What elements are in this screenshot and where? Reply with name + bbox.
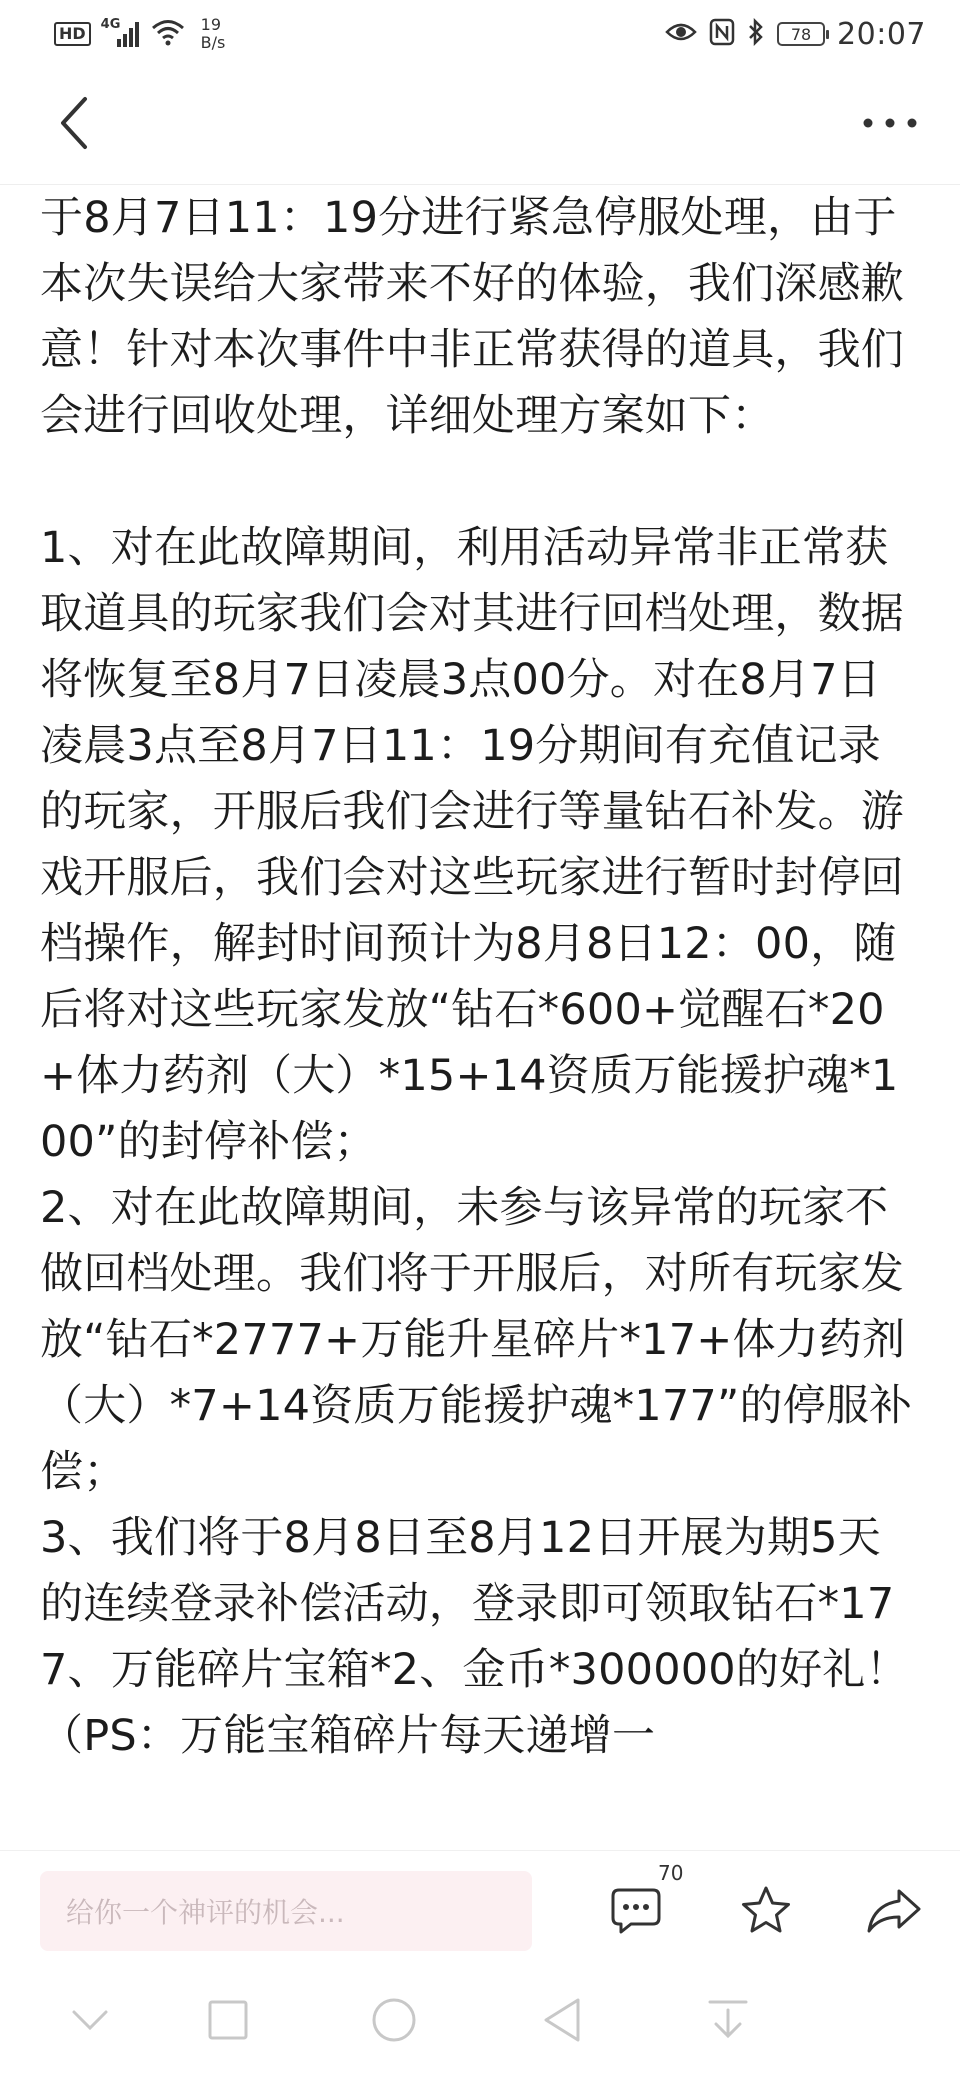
circle-icon [370,1996,418,2044]
status-right [665,12,926,56]
signal-icon [101,19,141,49]
bluetooth-icon [747,18,765,50]
sys-home-button[interactable] [362,1988,426,2052]
share-button[interactable] [856,1873,932,1949]
hd-badge: HD [54,22,91,46]
comment-placeholder: 给你一个神评的机会... [66,1896,345,1929]
download-icon [706,1996,750,2044]
status-left [54,12,225,56]
battery-icon [777,22,825,46]
top-nav-bar [0,66,960,185]
battery-level: 78 [790,24,812,44]
comment-input[interactable] [40,1871,532,1951]
eye-icon [665,21,697,47]
status-bar [0,0,960,66]
article-paragraph-intro: 于8月7日11：19分进行紧急停服处理，由于本次失误给大家带来不好的体验，我们深感歉意！针对本次事件中非正常获得的道具，我们会进行回收处理，详细处理方案如下： [40,193,904,441]
network-speed [201,16,226,52]
speed-value: 19 [200,15,222,34]
article-paragraph-3: 3、我们将于8月8日至8月12日开展为期5天的连续登录补偿活动，登录即可领取钻石*177、万能碎片宝箱*2、金币*300000的好礼！（PS：万能宝箱碎片每天递增一 [40,1513,909,1761]
favorite-button[interactable] [728,1873,804,1949]
share-icon [865,1887,923,1935]
article-body [40,185,920,1769]
article-paragraph-2: 2、对在此故障期间，未参与该异常的玩家不做回档处理。我们将于开服后，对所有玩家发放“钻石*2777+万能升星碎片*17+体力药剂（大）*7+14资质万能援护魂*177”的停服补偿； [40,1183,913,1497]
sys-recents-button[interactable] [196,1988,260,2052]
sys-back-button[interactable] [530,1988,594,2052]
comment-bar [0,1850,960,1961]
paragraph-gap [40,449,920,515]
comment-icon [609,1886,663,1936]
article-content[interactable] [0,185,960,1850]
article-paragraph-1: 1、对在此故障期间，利用活动异常非正常获取道具的玩家我们会对其进行回档处理，数据将恢复至8月7日凌晨3点00分。对在8月7日凌晨3点至8月7日11：19分期间有充值记录的玩家，开服后我们会进行等量钻石补发。游戏开服后，我们会对这些玩家进行暂时封停回档操作，解封时间预计为8月8日12：00，随后将对这些玩家发放“钻石*600+觉醒石*20+体力药剂（大）*15+14资质万能援护魂*100”的封停补偿； [40,523,904,1167]
chevron-left-icon [55,93,95,153]
comment-count: 70 [658,1861,684,1885]
speed-unit: B/s [200,33,226,52]
status-time: 20:07 [837,16,926,52]
back-button[interactable] [40,88,110,158]
sys-notification-button[interactable] [696,1988,760,2052]
wifi-icon [151,18,185,50]
more-horizontal-icon [860,115,920,131]
sys-collapse-button[interactable] [58,1988,122,2052]
more-options-button[interactable] [850,88,930,158]
star-icon [738,1884,794,1938]
triangle-back-icon [540,1996,584,2044]
network-label: 4G [100,17,121,32]
chevron-down-icon [70,2008,110,2032]
square-icon [207,1999,249,2041]
nfc-icon [709,18,735,50]
system-nav-bar [0,1960,960,2080]
